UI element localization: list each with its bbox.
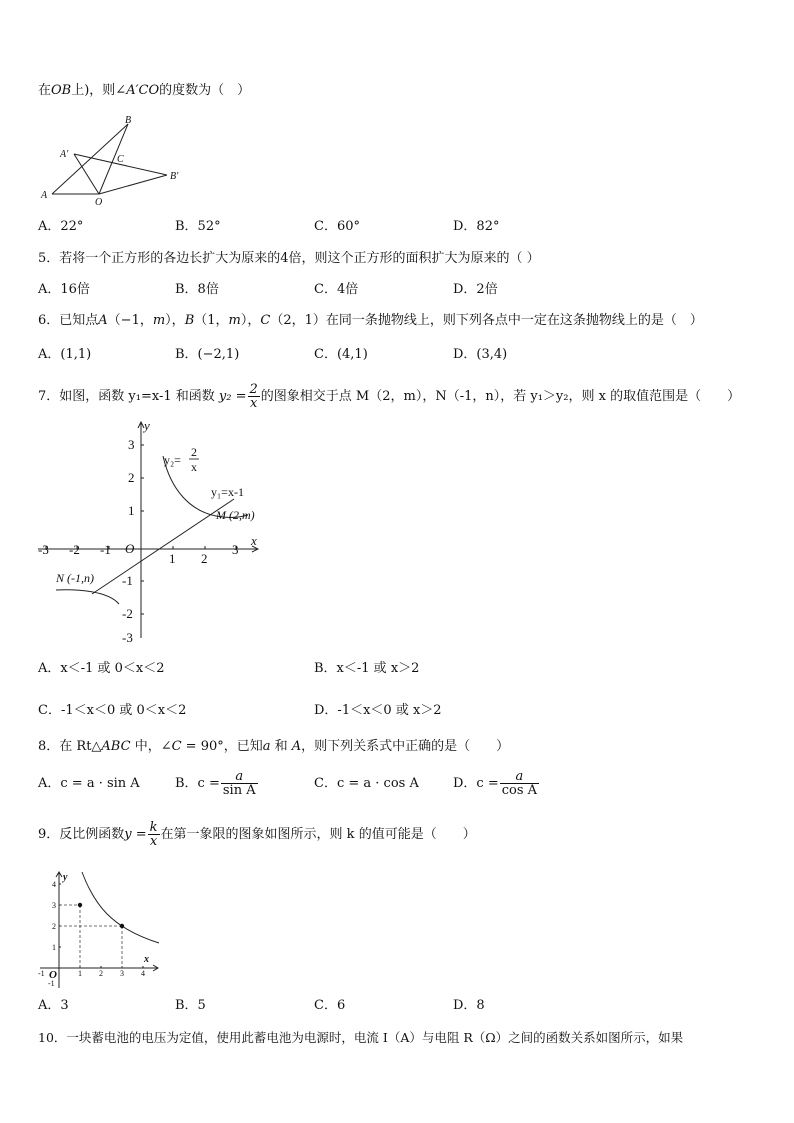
q4-option-c[interactable]: C．60° [314,219,360,234]
q9-x-tick: 2 [99,969,103,978]
q4-label-c: C [117,154,124,165]
q7-x-tick: 2 [201,551,208,566]
q9-stem: 9．反比例函数y = $\frac{k}{x}$ 在第一象限的图象如图所示，则 k 的值可能是（ ） [38,820,476,849]
q7-graph [36,416,268,644]
q4-option-b[interactable]: B．52° [175,219,221,234]
q4-option-a[interactable]: A．22° [38,219,84,234]
q7-x-tick: -3 [38,542,49,557]
q9-x-tick: 1 [78,969,82,978]
q6-stem: 6．已知点A（−1，m），B（1，m），C（2，1）在同一条抛物线上，则下列各点中一定在这条抛物线上的是（ ） [38,313,703,328]
q9-y-tick: 3 [52,901,56,910]
q9-point [78,903,82,907]
q9-option-c[interactable]: C．6 [314,998,346,1013]
q7-y1-label: y₁=x-1 [211,485,244,499]
q7-x-tick: 1 [169,551,176,566]
q4-label-a: A [41,190,48,201]
q7-y2-label: y₂= [164,453,181,467]
q7-stem: 7．如图，函数 y₁=x-1 和函数 y₂ = $\frac{2}{x}$ 的图象相交于点 M（2，m），N（-1，n），若 y₁＞y₂，则 x 的取值范围是（ ） [38,382,741,411]
q7-origin-label: O [125,541,135,556]
q9-origin-label: O [49,969,57,981]
q7-y-tick: -2 [122,606,133,621]
q5-option-a[interactable]: A．16倍 [38,282,90,297]
q9-x-tick: 3 [120,969,124,978]
q4-stem: 在OB上)，则∠A′CO的度数为（ ） [38,83,251,98]
q6-option-c[interactable]: C．(4,1) [314,347,368,362]
q9-x-tick: 4 [141,969,145,978]
q7-x-axis-label: x [251,533,257,548]
q7-x-tick: -2 [69,542,80,557]
q7-point-n-label: N (-1,n) [56,571,94,585]
q5-option-c[interactable]: C．4倍 [314,282,359,297]
q8-option-b[interactable]: B．c = $\frac{a}{\text{sin A}}$ [175,769,256,798]
q9-option-b[interactable]: B．5 [175,998,206,1013]
q9-y-tick: 1 [52,943,56,952]
q4-option-d[interactable]: D．82° [453,219,500,234]
q7-x-tick: 3 [232,542,239,557]
q7-y-tick: 3 [128,437,135,452]
q6-option-d[interactable]: D．(3,4) [453,347,508,362]
q4-label-a1: A′ [60,149,69,160]
q9-y-tick: 4 [52,880,56,889]
q4-label-o: O [95,197,103,208]
q8-option-c[interactable]: C．c = a · cos A [314,776,419,791]
q9-graph [36,866,166,990]
q9-y-tick: -1 [48,979,55,988]
q8-option-a[interactable]: A．c = a · sin A [38,776,140,791]
q6-option-a[interactable]: A．(1,1) [38,347,92,362]
q8-stem: 8．在 Rt△ABC 中，∠C = 90°，已知a 和 A，则下列关系式中正确的是（ ） [38,739,510,754]
q6-option-b[interactable]: B．(−2,1) [175,347,240,362]
q9-y-axis-label: y [63,872,68,883]
q5-option-b[interactable]: B．8倍 [175,282,219,297]
q7-option-a[interactable]: A．x＜-1 或 0＜x＜2 [38,661,165,676]
q7-y-tick: 1 [128,503,135,518]
q7-y-tick: -3 [122,630,133,644]
q7-point-m-label: M (2,m) [216,508,255,522]
q7-option-d[interactable]: D．-1＜x＜0 或 x＞2 [314,703,442,718]
q9-option-a[interactable]: A．3 [38,998,69,1013]
q4-figure [36,112,196,208]
q9-y-tick: 2 [52,922,56,931]
q9-x-axis-label: x [144,954,149,965]
q9-option-d[interactable]: D．8 [453,998,485,1013]
q9-point [120,924,124,928]
q7-y-tick: 2 [128,470,135,485]
q7-y-tick: -1 [122,573,133,588]
q7-option-c[interactable]: C．-1＜x＜0 或 0＜x＜2 [38,703,187,718]
q7-y2-numerator: 2 [191,445,197,459]
q7-option-b[interactable]: B．x＜-1 或 x＞2 [314,661,420,676]
q4-label-b1: B′ [170,171,179,182]
q8-option-d[interactable]: D．c = $\frac{a}{\text{cos A}}$ [453,769,538,798]
q5-option-d[interactable]: D．2倍 [453,282,498,297]
q7-x-tick: -1 [100,542,111,557]
q10-stem: 10．一块蓄电池的电压为定值，使用此蓄电池为电源时，电流 I（A）与电阻 R（Ω）之间的函数关系如图所示，如果 [38,1030,684,1045]
q5-stem: 5．若将一个正方形的各边长扩大为原来的4倍，则这个正方形的面积扩大为原来的（ ） [38,251,540,266]
q9-x-tick: -1 [38,969,45,978]
q7-y2-denominator: x [191,460,197,474]
q4-label-b: B [125,115,132,126]
q7-y-axis-label: y [144,418,150,433]
